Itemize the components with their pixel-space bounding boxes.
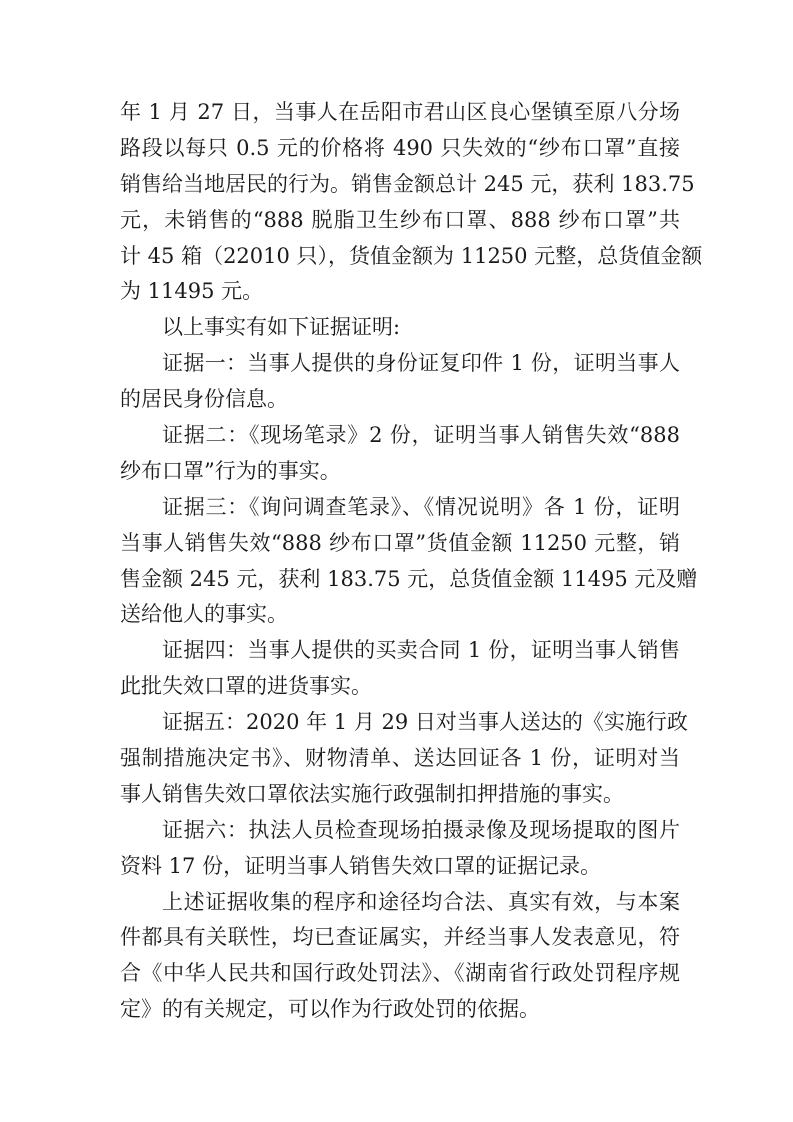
text-line: 件都具有关联性，均已查证属实，并经当事人发表意见，符 xyxy=(120,925,680,950)
text-line: 当事人销售失效“888 纱布口罩”货值金额 11250 元整，销 xyxy=(120,530,680,555)
text-line: 证据二：《现场笔录》2 份，证明当事人销售失效“888 xyxy=(162,423,680,448)
text-line: 纱布口罩”行为的事实。 xyxy=(120,458,341,483)
text-line: 的居民身份信息。 xyxy=(120,387,288,412)
text-line: 为 11495 元。 xyxy=(120,279,264,304)
text-line: 此批失效口罩的进货事实。 xyxy=(120,674,372,699)
text-line: 事人销售失效口罩依法实施行政强制扣押措施的事实。 xyxy=(120,781,624,806)
text-line: 计 45 箱（22010 只），货值金额为 11250 元整，总货值金额 xyxy=(120,243,703,268)
text-line: 元，未销售的“888 脱脂卫生纱布口罩、888 纱布口罩”共 xyxy=(120,207,680,232)
text-line: 证据五：2020 年 1 月 29 日对当事人送达的《实施行政 xyxy=(162,710,688,735)
text-line: 定》的有关规定，可以作为行政处罚的依据。 xyxy=(120,997,540,1022)
text-line: 强制措施决定书》、财物清单、送达回证各 1 份，证明对当 xyxy=(120,746,680,771)
text-line: 年 1 月 27 日，当事人在岳阳市君山区良心堡镇至原八分场 xyxy=(120,100,680,124)
text-line: 资料 17 份，证明当事人销售失效口罩的证据记录。 xyxy=(120,853,602,878)
text-line: 销售给当地居民的行为。销售金额总计 245 元，获利 183.75 xyxy=(120,171,695,196)
text-line: 上述证据收集的程序和途径均合法、真实有效，与本案 xyxy=(162,889,680,914)
text-line: 售金额 245 元，获利 183.75 元，总货值金额 11495 元及赠 xyxy=(120,566,698,591)
text-line: 送给他人的事实。 xyxy=(120,602,288,627)
document-body xyxy=(120,95,703,1028)
text-line: 证据三：《询问调查笔录》、《情况说明》各 1 份，证明 xyxy=(162,494,680,519)
text-line: 合《中华人民共和国行政处罚法》、《湖南省行政处罚程序规 xyxy=(120,961,680,986)
text-line: 证据六：执法人员检查现场拍摄录像及现场提取的图片 xyxy=(162,817,680,842)
text-line: 证据一：当事人提供的身份证复印件 1 份，证明当事人 xyxy=(162,351,680,376)
text-line: 以上事实有如下证据证明: xyxy=(162,315,401,340)
text-line: 证据四：当事人提供的买卖合同 1 份，证明当事人销售 xyxy=(162,638,680,663)
text-line: 路段以每只 0.5 元的价格将 490 只失效的“纱布口罩”直接 xyxy=(120,135,680,160)
